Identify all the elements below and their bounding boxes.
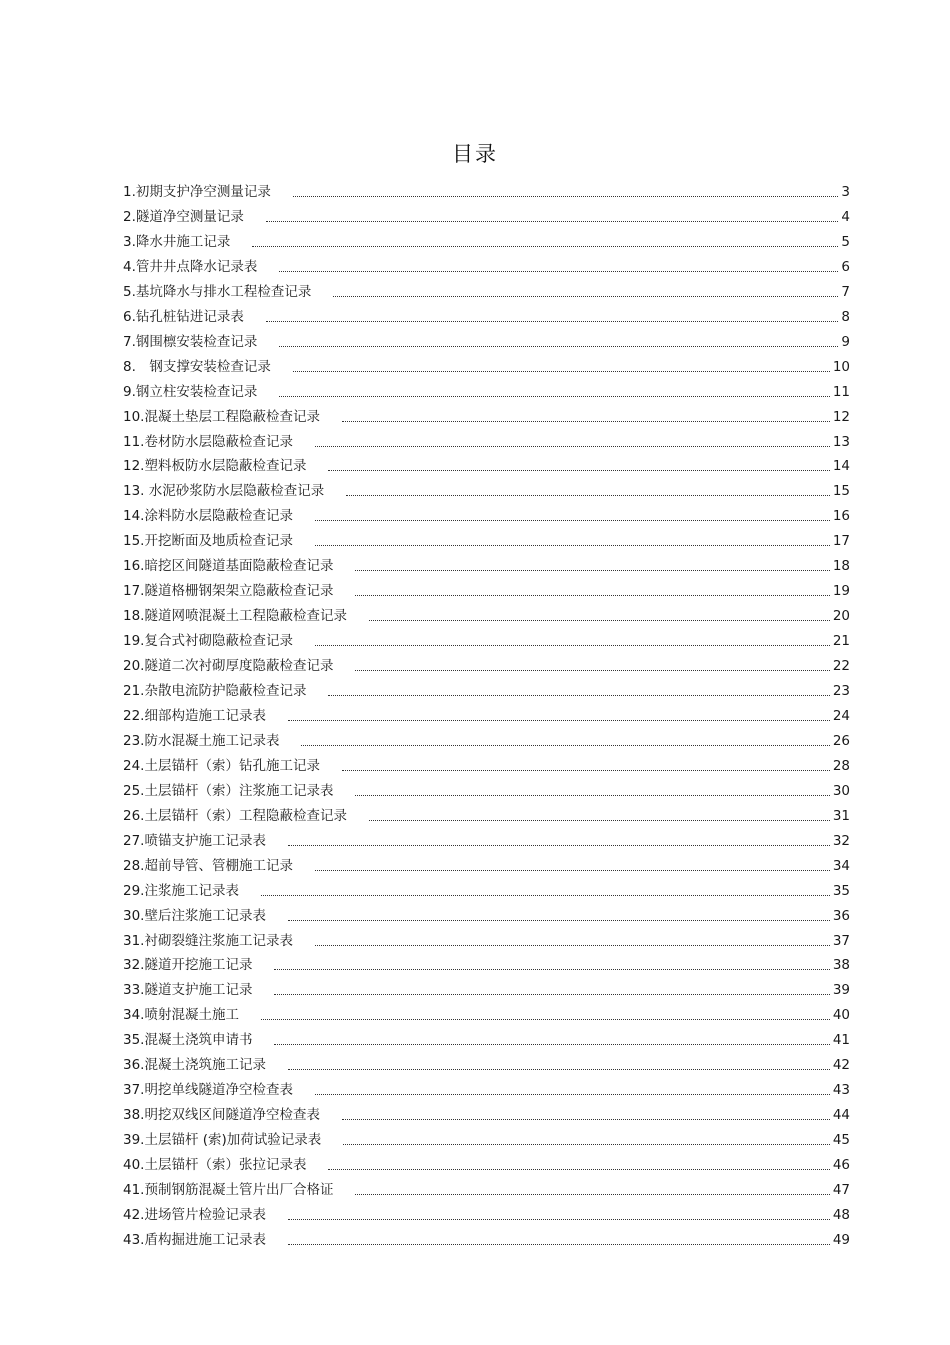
toc-entry-label: 31.衬砌裂缝注浆施工记录表: [123, 932, 293, 949]
toc-entry[interactable]: [123, 305, 850, 325]
toc-entry-label: 21.杂散电流防护隐蔽检查记录: [123, 683, 307, 699]
dot-leader: [342, 419, 830, 422]
toc-entry-label: 42.进场管片检验记录表: [123, 1206, 266, 1223]
toc-entry[interactable]: [123, 554, 850, 574]
toc-entry-page-number: 40: [832, 1007, 850, 1024]
dot-leader: [355, 1192, 829, 1195]
toc-entry-page-number: 26: [832, 732, 850, 749]
toc-entry[interactable]: [123, 579, 850, 599]
toc-entry[interactable]: [123, 779, 850, 799]
toc-entry[interactable]: [123, 205, 850, 225]
toc-entry[interactable]: [123, 854, 850, 874]
toc-entry-page-number: 6: [841, 258, 850, 275]
dot-leader: [261, 893, 830, 896]
dot-leader: [252, 244, 838, 247]
toc-entry[interactable]: [123, 330, 850, 350]
toc-entry-page-number: 36: [832, 907, 850, 924]
toc-entry-page-number: 30: [832, 782, 850, 799]
toc-entry[interactable]: [123, 804, 850, 824]
dot-leader: [355, 593, 829, 596]
toc-entry-label: 11.卷材防水层隐蔽检查记录: [123, 433, 293, 450]
dot-leader: [342, 768, 830, 771]
toc-entry-page-number: 14: [832, 458, 850, 475]
dot-leader: [369, 818, 830, 821]
toc-entry-label: 13. 水泥砂浆防水层隐蔽检查记录: [123, 483, 325, 500]
dot-leader: [315, 444, 830, 447]
dot-leader: [328, 468, 829, 471]
toc-entry-label: 23.防水混凝土施工记录表: [123, 732, 280, 749]
toc-entry-label: 24.土层锚杆（索）钻孔施工记录: [123, 757, 320, 774]
toc-entry-label: 27.喷锚支护施工记录表: [123, 832, 266, 849]
toc-entry-label: 15.开挖断面及地质检查记录: [123, 533, 293, 550]
toc-entry[interactable]: [123, 1228, 850, 1248]
toc-entry-page-number: 8: [841, 308, 850, 325]
dot-leader: [288, 1217, 830, 1220]
toc-entry-page-number: 21: [832, 633, 850, 650]
toc-entry-page-number: 38: [832, 957, 850, 974]
toc-entry[interactable]: [123, 978, 850, 998]
toc-entry-label: 10.混凝土垫层工程隐蔽检查记录: [123, 408, 320, 425]
toc-entry[interactable]: [123, 255, 850, 275]
toc-entry[interactable]: [123, 230, 850, 250]
toc-entry-page-number: 9: [841, 333, 850, 350]
toc-entry[interactable]: [123, 754, 850, 774]
toc-entry[interactable]: [123, 629, 850, 649]
toc-entry[interactable]: [123, 1003, 850, 1023]
dot-leader: [274, 967, 829, 970]
toc-entry-label: 28.超前导管、管棚施工记录: [123, 857, 293, 874]
toc-entry[interactable]: [123, 430, 850, 450]
toc-entry-page-number: 11: [832, 383, 850, 400]
toc-entry-label: 33.隧道支护施工记录: [123, 982, 253, 999]
dot-leader: [355, 793, 829, 796]
toc-entry[interactable]: [123, 729, 850, 749]
toc-entry-page-number: 49: [832, 1231, 850, 1248]
toc-entry-page-number: 34: [832, 857, 850, 874]
dot-leader: [266, 219, 839, 222]
toc-entry[interactable]: [123, 479, 850, 499]
toc-entry[interactable]: [123, 1078, 850, 1098]
toc-entry-label: 26.土层锚杆（索）工程隐蔽检查记录: [123, 807, 347, 824]
toc-entry-label: 30.壁后注浆施工记录表: [123, 907, 266, 924]
toc-entry-page-number: 45: [832, 1132, 850, 1149]
dot-leader: [328, 693, 829, 696]
dot-leader: [369, 618, 830, 621]
dot-leader: [288, 1067, 830, 1070]
toc-entry[interactable]: [123, 654, 850, 674]
toc-entry-page-number: 46: [832, 1157, 850, 1173]
toc-entry-label: 41.预制钢筋混凝土管片出厂合格证: [123, 1182, 334, 1198]
toc-entry-label: 22.细部构造施工记录表: [123, 707, 266, 724]
toc-entry-page-number: 22: [832, 658, 850, 674]
toc-entry-page-number: 17: [832, 533, 850, 550]
toc-entry-page-number: 7: [841, 283, 850, 300]
toc-entry-label: 25.土层锚杆（索）注浆施工记录表: [123, 782, 334, 799]
toc-entry-label: 7.钢围檩安装检查记录: [123, 333, 258, 350]
dot-leader: [274, 1042, 829, 1045]
toc-entry-label: 38.明挖双线区间隧道净空检查表: [123, 1107, 320, 1124]
toc-entry-page-number: 35: [832, 882, 850, 899]
dot-leader: [315, 943, 830, 946]
toc-entry-label: 35.混凝土浇筑申请书: [123, 1032, 253, 1049]
dot-leader: [343, 1142, 830, 1145]
dot-leader: [301, 743, 829, 746]
toc-entry-page-number: 44: [832, 1107, 850, 1124]
page-title: 目录: [452, 142, 498, 166]
toc-entry[interactable]: [123, 1153, 850, 1173]
toc-entry-label: 39.土层锚杆 (索)加荷试验记录表: [123, 1132, 322, 1149]
dot-leader: [315, 1092, 830, 1095]
dot-leader: [355, 668, 829, 671]
toc-entry-page-number: 10: [832, 358, 850, 375]
toc-entry[interactable]: [123, 380, 850, 400]
dot-leader: [279, 344, 838, 347]
toc-entry-page-number: 4: [841, 208, 850, 225]
dot-leader: [346, 493, 830, 496]
toc-entry-page-number: 13: [832, 433, 850, 450]
toc-entry[interactable]: [123, 180, 850, 200]
toc-entry[interactable]: [123, 504, 850, 524]
toc-entry-page-number: 31: [832, 807, 850, 824]
toc-entry-page-number: 19: [832, 583, 850, 600]
toc-entry-label: 5.基坑降水与排水工程检查记录: [123, 283, 312, 300]
toc-entry-label: 16.暗挖区间隧道基面隐蔽检查记录: [123, 558, 334, 575]
toc-entry-page-number: 5: [841, 233, 850, 250]
toc-entry-page-number: 48: [832, 1206, 850, 1223]
toc-entry-page-number: 18: [832, 558, 850, 575]
toc-entry[interactable]: [123, 529, 850, 549]
toc-entry-label: 3.降水井施工记录: [123, 233, 231, 250]
toc-entry-label: 20.隧道二次衬砌厚度隐蔽检查记录: [123, 658, 334, 674]
toc-entry-page-number: 16: [832, 508, 850, 525]
toc-entry-page-number: 28: [832, 757, 850, 774]
toc-entry-page-number: 32: [832, 832, 850, 849]
toc-entry-page-number: 37: [832, 932, 850, 949]
toc-entry-label: 2.隧道净空测量记录: [123, 208, 244, 225]
toc-entry-label: 32.隧道开挖施工记录: [123, 957, 253, 974]
dot-leader: [279, 394, 829, 397]
toc-entry-page-number: 15: [832, 483, 850, 500]
toc-entry[interactable]: [123, 953, 850, 973]
toc-entry-label: 29.注浆施工记录表: [123, 882, 239, 899]
toc-entry-label: 18.隧道网喷混凝土工程隐蔽检查记录: [123, 608, 347, 625]
toc-entry-label: 6.钻孔桩钻进记录表: [123, 308, 244, 325]
toc-entry-label: 37.明挖单线隧道净空检查表: [123, 1082, 293, 1099]
toc-entry[interactable]: [123, 1178, 850, 1198]
toc-entry-page-number: 39: [832, 982, 850, 999]
toc-entry-label: 9.钢立柱安装检查记录: [123, 383, 258, 400]
toc-entry-label: 34.喷射混凝土施工: [123, 1007, 239, 1024]
dot-leader: [315, 868, 830, 871]
dot-leader: [288, 918, 830, 921]
toc-entry-label: 1.初期支护净空测量记录: [123, 184, 271, 200]
dot-leader: [274, 992, 829, 995]
toc-entry[interactable]: [123, 280, 850, 300]
toc-entry-page-number: 20: [832, 608, 850, 625]
dot-leader: [333, 294, 838, 297]
dot-leader: [293, 194, 839, 197]
dot-leader: [288, 1242, 830, 1245]
dot-leader: [288, 843, 830, 846]
toc-entry-page-number: 12: [832, 408, 850, 425]
toc-entry-page-number: 47: [832, 1182, 850, 1198]
toc-entry-label: 19.复合式衬砌隐蔽检查记录: [123, 633, 293, 650]
toc-entry-label: 12.塑料板防水层隐蔽检查记录: [123, 458, 307, 475]
toc-entry[interactable]: [123, 604, 850, 624]
dot-leader: [342, 1117, 830, 1120]
dot-leader: [293, 369, 830, 372]
dot-leader: [279, 269, 838, 272]
toc-entry-label: 14.涂料防水层隐蔽检查记录: [123, 508, 293, 525]
toc-entry[interactable]: [123, 355, 850, 375]
dot-leader: [315, 518, 830, 521]
toc-entry[interactable]: [123, 829, 850, 849]
dot-leader: [261, 1017, 830, 1020]
toc-entry-label: 40.土层锚杆（索）张拉记录表: [123, 1157, 307, 1173]
dot-leader: [266, 319, 839, 322]
toc-entry-label: 43.盾构掘进施工记录表: [123, 1231, 266, 1248]
toc-entry-label: 36.混凝土浇筑施工记录: [123, 1057, 266, 1074]
dot-leader: [355, 568, 829, 571]
toc-entry[interactable]: [123, 1103, 850, 1123]
toc-entry[interactable]: [123, 405, 850, 425]
toc-entry-label: 8. 钢支撑安装检查记录: [123, 358, 271, 375]
toc-entry[interactable]: [123, 904, 850, 924]
toc-entry[interactable]: [123, 454, 850, 474]
toc-entry-page-number: 43: [832, 1082, 850, 1099]
toc-entry[interactable]: [123, 1128, 850, 1148]
toc-entry[interactable]: [123, 679, 850, 699]
toc-entry-page-number: 23: [832, 683, 850, 699]
toc-entry-label: 4.管井井点降水记录表: [123, 258, 258, 275]
dot-leader: [328, 1167, 829, 1170]
toc-entry[interactable]: [123, 929, 850, 949]
toc-entry-page-number: 3: [841, 184, 850, 200]
toc-entry[interactable]: [123, 1028, 850, 1048]
dot-leader: [288, 718, 830, 721]
dot-leader: [315, 643, 830, 646]
toc-entry[interactable]: [123, 1203, 850, 1223]
toc-entry-page-number: 42: [832, 1057, 850, 1074]
toc-entry[interactable]: [123, 1053, 850, 1073]
toc-entry[interactable]: [123, 879, 850, 899]
toc-entry-page-number: 24: [832, 707, 850, 724]
toc-entry-page-number: 41: [832, 1032, 850, 1049]
toc-entry[interactable]: [123, 704, 850, 724]
toc-entry-label: 17.隧道格栅钢架架立隐蔽检查记录: [123, 583, 334, 600]
dot-leader: [315, 543, 830, 546]
